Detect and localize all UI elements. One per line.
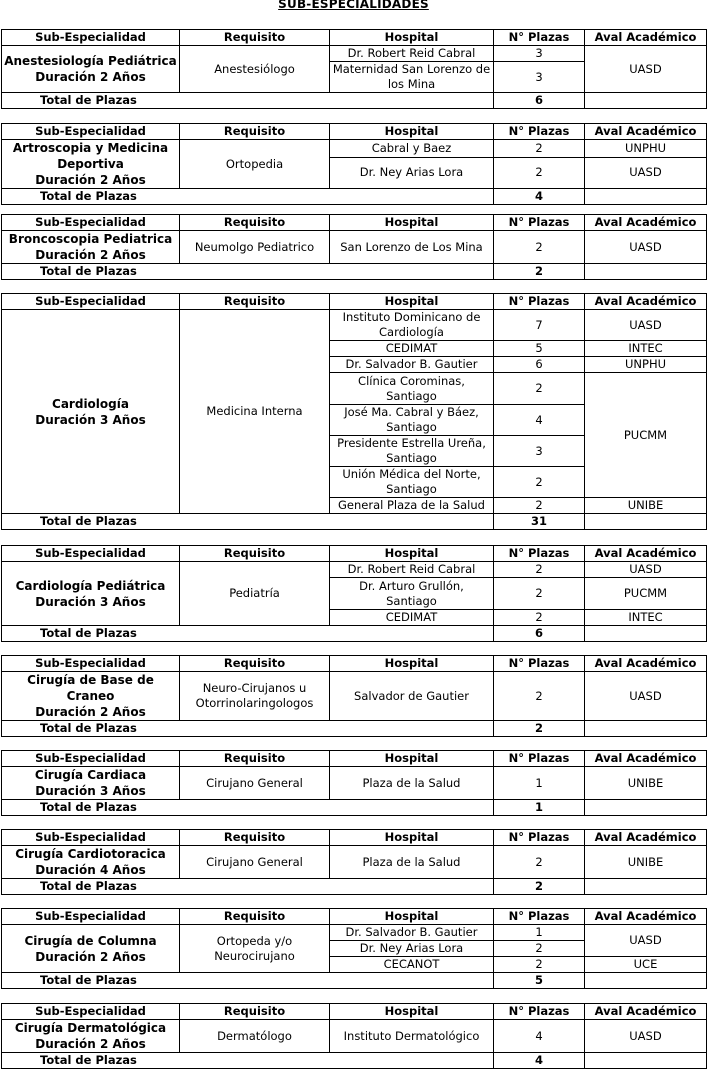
header-hospital: Hospital — [330, 751, 494, 767]
header-sub-especialidad: Sub-Especialidad — [2, 656, 180, 672]
hospital-cell: Dr. Salvador B. Gautier — [330, 925, 494, 941]
hospital-cell: Dr. Arturo Grullón, Santiago — [330, 578, 494, 610]
aval-cell: UASD — [585, 925, 707, 957]
header-requisito: Requisito — [180, 830, 330, 846]
specialty-duration: Duración 3 Años — [35, 784, 146, 798]
specialty-title: Broncoscopia Pediatrica — [8, 232, 173, 246]
specialty-table — [1, 214, 707, 280]
header-requisito: Requisito — [180, 215, 330, 231]
specialty-title: Cirugía Cardiotoracica — [15, 847, 166, 861]
requisito-cell: Neuro-Cirujanos u Otorrinolaringologos — [180, 672, 330, 721]
header-aval: Aval Académico — [585, 30, 707, 46]
total-value: 4 — [494, 189, 585, 205]
specialty-name — [2, 767, 180, 800]
plazas-cell: 2 — [494, 231, 585, 264]
total-label: Total de Plazas — [2, 973, 494, 989]
specialty-name — [2, 846, 180, 879]
hospital-cell: San Lorenzo de Los Mina — [330, 231, 494, 264]
table-row — [2, 140, 707, 158]
hospital-cell: CECANOT — [330, 957, 494, 973]
hospital-cell: Clínica Corominas, Santiago — [330, 373, 494, 405]
total-empty — [585, 973, 707, 989]
plazas-cell: 2 — [494, 578, 585, 610]
total-empty — [585, 879, 707, 895]
header-plazas: N° Plazas — [494, 124, 585, 140]
specialty-duration: Duración 4 Años — [35, 863, 146, 877]
specialty-table — [1, 655, 707, 737]
total-value: 4 — [494, 1053, 585, 1069]
total-empty — [585, 721, 707, 737]
specialty-duration: Duración 2 Años — [35, 705, 146, 719]
hospital-cell: José Ma. Cabral y Báez, Santiago — [330, 405, 494, 436]
specialty-name — [2, 46, 180, 93]
header-plazas: N° Plazas — [494, 30, 585, 46]
header-requisito: Requisito — [180, 546, 330, 562]
header-plazas: N° Plazas — [494, 656, 585, 672]
specialty-table — [1, 545, 707, 642]
plazas-cell: 2 — [494, 610, 585, 626]
header-hospital: Hospital — [330, 1004, 494, 1020]
total-empty — [585, 800, 707, 816]
header-aval: Aval Académico — [585, 546, 707, 562]
plazas-cell: 5 — [494, 341, 585, 357]
total-value: 2 — [494, 879, 585, 895]
hospital-cell: CEDIMAT — [330, 341, 494, 357]
plazas-cell: 2 — [494, 140, 585, 158]
header-sub-especialidad: Sub-Especialidad — [2, 1004, 180, 1020]
specialty-duration: Duración 2 Años — [35, 1037, 146, 1051]
plazas-cell: 3 — [494, 62, 585, 93]
table-row — [2, 767, 707, 800]
specialty-table — [1, 908, 707, 989]
hospital-cell: Unión Médica del Norte, Santiago — [330, 467, 494, 498]
header-aval: Aval Académico — [585, 294, 707, 310]
specialty-table — [1, 123, 707, 205]
plazas-cell: 2 — [494, 672, 585, 721]
header-sub-especialidad: Sub-Especialidad — [2, 30, 180, 46]
aval-cell: UNIBE — [585, 846, 707, 879]
header-sub-especialidad: Sub-Especialidad — [2, 215, 180, 231]
requisito-cell: Cirujano General — [180, 846, 330, 879]
header-sub-especialidad: Sub-Especialidad — [2, 830, 180, 846]
specialty-title: Cirugía Cardiaca — [34, 768, 147, 782]
aval-cell: UASD — [585, 562, 707, 578]
specialty-title: Cirugía Dermatológica — [14, 1021, 167, 1035]
header-aval: Aval Académico — [585, 909, 707, 925]
header-plazas: N° Plazas — [494, 909, 585, 925]
header-aval: Aval Académico — [585, 751, 707, 767]
plazas-cell: 2 — [494, 467, 585, 498]
page-title: SUB-ESPECIALIDADES — [278, 0, 429, 11]
hospital-cell: Dr. Ney Arias Lora — [330, 157, 494, 188]
plazas-cell: 7 — [494, 310, 585, 341]
requisito-cell: Pediatría — [180, 562, 330, 626]
plazas-cell: 2 — [494, 157, 585, 188]
total-label: Total de Plazas — [2, 93, 494, 109]
header-aval: Aval Académico — [585, 1004, 707, 1020]
requisito-cell: Ortopeda y/o Neurocirujano — [180, 925, 330, 973]
specialty-duration: Duración 2 Años — [35, 70, 146, 84]
requisito-cell: Medicina Interna — [180, 310, 330, 514]
specialty-duration: Duración 2 Años — [35, 173, 146, 187]
total-label: Total de Plazas — [2, 879, 494, 895]
header-requisito: Requisito — [180, 1004, 330, 1020]
plazas-cell: 2 — [494, 846, 585, 879]
total-empty — [585, 189, 707, 205]
aval-cell: UASD — [585, 672, 707, 721]
header-sub-especialidad: Sub-Especialidad — [2, 294, 180, 310]
header-aval: Aval Académico — [585, 215, 707, 231]
aval-cell: UASD — [585, 157, 707, 188]
plazas-cell: 2 — [494, 957, 585, 973]
header-hospital: Hospital — [330, 30, 494, 46]
specialty-title: Artroscopia y Medicina Deportiva — [12, 141, 169, 171]
total-empty — [585, 626, 707, 642]
total-empty — [585, 1053, 707, 1069]
hospital-cell: Dr. Robert Reid Cabral — [330, 46, 494, 62]
aval-cell: INTEC — [585, 610, 707, 626]
total-empty — [585, 93, 707, 109]
total-value: 2 — [494, 721, 585, 737]
header-plazas: N° Plazas — [494, 546, 585, 562]
aval-cell: UASD — [585, 310, 707, 341]
plazas-cell: 4 — [494, 1020, 585, 1053]
plazas-cell: 2 — [494, 498, 585, 514]
hospital-cell: Dr. Robert Reid Cabral — [330, 562, 494, 578]
header-hospital: Hospital — [330, 656, 494, 672]
table-row — [2, 846, 707, 879]
header-requisito: Requisito — [180, 656, 330, 672]
header-aval: Aval Académico — [585, 830, 707, 846]
header-hospital: Hospital — [330, 294, 494, 310]
plazas-cell: 4 — [494, 405, 585, 436]
header-hospital: Hospital — [330, 124, 494, 140]
header-plazas: N° Plazas — [494, 294, 585, 310]
specialty-title: Cirugía de Columna — [24, 933, 157, 948]
hospital-cell: Presidente Estrella Ureña, Santiago — [330, 436, 494, 467]
aval-cell: INTEC — [585, 341, 707, 357]
specialty-name — [2, 310, 180, 514]
hospital-cell: Instituto Dominicano de Cardiología — [330, 310, 494, 341]
specialty-duration: Duración 3 Años — [35, 412, 146, 427]
specialty-title: Cirugía de Base de Craneo — [27, 673, 154, 703]
header-hospital: Hospital — [330, 830, 494, 846]
total-empty — [585, 264, 707, 280]
specialty-duration: Duración 2 Años — [35, 949, 146, 964]
aval-cell: UASD — [585, 46, 707, 93]
hospital-cell: Dr. Ney Arias Lora — [330, 941, 494, 957]
aval-cell: UASD — [585, 231, 707, 264]
specialty-table — [1, 829, 707, 895]
total-value: 31 — [494, 514, 585, 530]
specialty-table — [1, 1003, 707, 1069]
requisito-cell: Neumolgo Pediatrico — [180, 231, 330, 264]
specialty-title: Anestesiología Pediátrica — [4, 54, 177, 68]
total-value: 6 — [494, 626, 585, 642]
total-empty — [585, 514, 707, 530]
specialty-table — [1, 293, 707, 530]
plazas-cell: 3 — [494, 46, 585, 62]
plazas-cell: 2 — [494, 562, 585, 578]
specialty-name — [2, 1020, 180, 1053]
hospital-cell: Maternidad San Lorenzo de los Mina — [330, 62, 494, 93]
header-requisito: Requisito — [180, 294, 330, 310]
header-sub-especialidad: Sub-Especialidad — [2, 546, 180, 562]
aval-cell: UNIBE — [585, 767, 707, 800]
specialty-duration: Duración 3 Años — [35, 594, 146, 609]
specialty-name — [2, 672, 180, 721]
header-requisito: Requisito — [180, 124, 330, 140]
table-row — [2, 310, 707, 341]
header-plazas: N° Plazas — [494, 1004, 585, 1020]
header-requisito: Requisito — [180, 909, 330, 925]
header-plazas: N° Plazas — [494, 751, 585, 767]
aval-cell: UNPHU — [585, 357, 707, 373]
total-label: Total de Plazas — [2, 721, 494, 737]
plazas-cell: 3 — [494, 436, 585, 467]
header-plazas: N° Plazas — [494, 830, 585, 846]
requisito-cell: Anestesiólogo — [180, 46, 330, 93]
total-value: 2 — [494, 264, 585, 280]
table-row — [2, 562, 707, 578]
table-row — [2, 231, 707, 264]
header-aval: Aval Académico — [585, 124, 707, 140]
header-aval: Aval Académico — [585, 656, 707, 672]
specialty-name — [2, 140, 180, 189]
aval-cell: UASD — [585, 1020, 707, 1053]
plazas-cell: 1 — [494, 925, 585, 941]
total-label: Total de Plazas — [2, 800, 494, 816]
header-requisito: Requisito — [180, 30, 330, 46]
specialty-title: Cardiología Pediátrica — [15, 578, 166, 593]
aval-cell: UNPHU — [585, 140, 707, 158]
total-value: 6 — [494, 93, 585, 109]
total-label: Total de Plazas — [2, 264, 494, 280]
table-row — [2, 672, 707, 721]
hospital-cell: Plaza de la Salud — [330, 767, 494, 800]
total-label: Total de Plazas — [2, 626, 494, 642]
hospital-cell: Dr. Salvador B. Gautier — [330, 357, 494, 373]
specialty-duration: Duración 2 Años — [35, 248, 146, 262]
header-requisito: Requisito — [180, 751, 330, 767]
total-value: 5 — [494, 973, 585, 989]
plazas-cell: 2 — [494, 373, 585, 405]
total-label: Total de Plazas — [2, 1053, 494, 1069]
header-hospital: Hospital — [330, 909, 494, 925]
requisito-cell: Ortopedia — [180, 140, 330, 189]
hospital-cell: Salvador de Gautier — [330, 672, 494, 721]
header-sub-especialidad: Sub-Especialidad — [2, 909, 180, 925]
requisito-cell: Dermatólogo — [180, 1020, 330, 1053]
specialty-name — [2, 562, 180, 626]
header-plazas: N° Plazas — [494, 215, 585, 231]
specialty-name — [2, 231, 180, 264]
specialty-table — [1, 29, 707, 109]
hospital-cell: CEDIMAT — [330, 610, 494, 626]
table-row — [2, 1020, 707, 1053]
specialty-table — [1, 750, 707, 816]
plazas-cell: 1 — [494, 767, 585, 800]
header-sub-especialidad: Sub-Especialidad — [2, 124, 180, 140]
plazas-cell: 2 — [494, 941, 585, 957]
specialty-title: Cardiología — [52, 396, 129, 411]
total-label: Total de Plazas — [2, 189, 494, 205]
specialty-name — [2, 925, 180, 973]
hospital-cell: Plaza de la Salud — [330, 846, 494, 879]
total-value: 1 — [494, 800, 585, 816]
table-row — [2, 46, 707, 62]
header-hospital: Hospital — [330, 546, 494, 562]
header-hospital: Hospital — [330, 215, 494, 231]
hospital-cell: Cabral y Baez — [330, 140, 494, 158]
plazas-cell: 6 — [494, 357, 585, 373]
table-row — [2, 925, 707, 941]
hospital-cell: General Plaza de la Salud — [330, 498, 494, 514]
aval-cell: PUCMM — [585, 373, 707, 498]
total-label: Total de Plazas — [2, 514, 494, 530]
aval-cell: UNIBE — [585, 498, 707, 514]
header-sub-especialidad: Sub-Especialidad — [2, 751, 180, 767]
aval-cell: UCE — [585, 957, 707, 973]
aval-cell: PUCMM — [585, 578, 707, 610]
hospital-cell: Instituto Dermatológico — [330, 1020, 494, 1053]
requisito-cell: Cirujano General — [180, 767, 330, 800]
